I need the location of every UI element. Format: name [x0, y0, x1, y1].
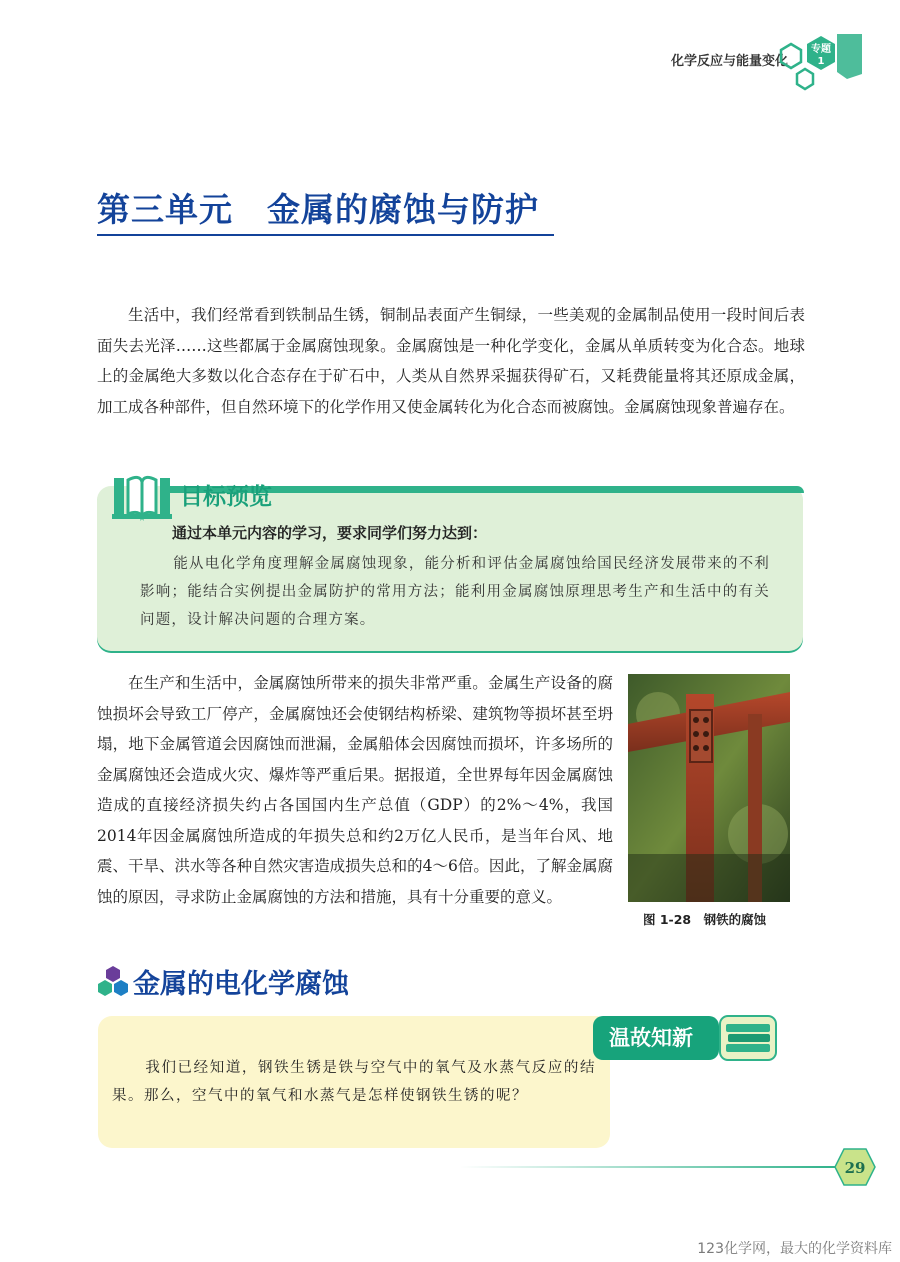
figure-caption: 图 1-28 钢铁的腐蚀	[643, 912, 767, 927]
objectives-body: 能从电化学角度理解金属腐蚀现象，能分析和评估金属腐蚀给国民经济发展带来的不利影响；能结合实例提出金属防护的常用方法；能利用金属腐蚀原理思考生产和生活中的有关问题，设计解决问题的合理方案。	[140, 556, 770, 628]
chapter-title: 化学反应与能量变化	[670, 54, 788, 69]
book-stack-icon	[716, 1012, 780, 1064]
badge-label: 专题	[811, 44, 831, 55]
page-number: 29	[844, 1159, 866, 1177]
open-book-icon	[110, 470, 174, 522]
chapter-badge-hexagon-icon	[767, 34, 862, 94]
watermark: 123化学网，最大的化学资料库	[697, 1241, 892, 1257]
footer-line	[460, 1166, 838, 1168]
objectives-title: 目标预览	[180, 484, 272, 510]
intro-paragraph: 生活中，我们经常看到铁制品生锈，铜制品表面产生铜绿，一些美观的金属制品使用一段时间后表面失去光泽……这些都属于金属腐蚀现象。金属腐蚀是一种化学变化，金属从单质转变为化合态。地球上的金属绝大多数以化合态存在于矿石中，人类从自然界采掘获得矿石，又耗费能量将其还原成金属，加工成各种部件，但自然环境下的化学作用又使金属转化为化合态而被腐蚀。金属腐蚀现象普遍存在。	[97, 306, 805, 416]
review-body: 我们已经知道，钢铁生锈是铁与空气中的氧气及水蒸气反应的结果。那么，空气中的氧气和水蒸气是怎样使钢铁生锈的呢？	[112, 1060, 596, 1104]
rusted-steel-photo	[628, 674, 790, 902]
unit-title: 第三单元 金属的腐蚀与防护	[97, 190, 539, 229]
page-number-hexagon	[834, 1148, 876, 1186]
badge-number: 1	[817, 56, 825, 67]
section-title: 金属的电化学腐蚀	[133, 969, 349, 1000]
hexagon-cluster-icon	[98, 966, 128, 996]
title-underline	[97, 234, 554, 236]
loss-paragraph: 在生产和生活中，金属腐蚀所带来的损失非常严重。金属生产设备的腐蚀损坏会导致工厂停产，金属腐蚀还会使钢结构桥梁、建筑物等损坏甚至坍塌，地下金属管道会因腐蚀而泄漏，金属船体会因腐蚀而损坏，许多场所的金属腐蚀还会造成火灾、爆炸等严重后果。据报道，全世界每年因金属腐蚀造成的直接经济损失约占各国国内生产总值（GDP）的2%～4%，我国2014年因金属腐蚀所造成的年损失总和约2万亿人民币，是当年台风、地震、干旱、洪水等各种自然灾害造成损失总和的4～6倍。因此，了解金属腐蚀的原因，寻求防止金属腐蚀的方法和措施，具有十分重要的意义。	[97, 674, 613, 906]
review-tag: 温故知新	[593, 1016, 719, 1060]
objectives-lead: 通过本单元内容的学习，要求同学们努力达到：	[172, 524, 488, 542]
